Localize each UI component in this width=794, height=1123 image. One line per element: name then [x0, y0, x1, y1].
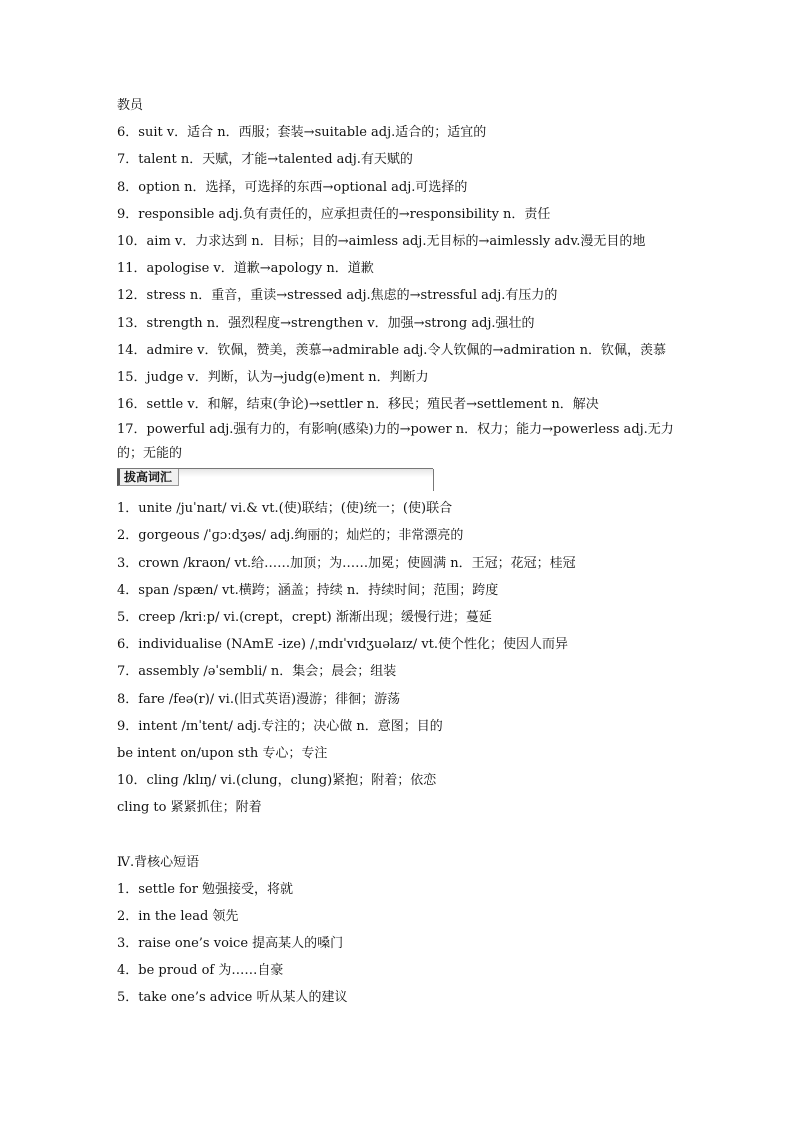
- section-header: [117, 468, 433, 489]
- text-line: 5．take one’s advice 听从某人的建议: [117, 990, 348, 1006]
- text-line: 4．span /spæn/ vt.横跨；涵盖；持续 n．持续时间；范围；跨度: [117, 582, 499, 598]
- text-line: 2．in the lead 领先: [117, 908, 239, 924]
- text-line: 4．be proud of 为……自豪: [117, 963, 284, 979]
- vocab-list-advanced: [117, 495, 697, 821]
- text-line: 10．cling /klɪŋ/ vi.(clung，clung)紧抱；附着；依恋: [117, 773, 437, 789]
- phrase-list: [117, 849, 697, 1012]
- section-bar-end: [433, 469, 434, 491]
- text-line: 1．unite /juˈnaɪt/ vi.& vt.(使)联结；(使)统一；(使)联合: [117, 501, 453, 517]
- text-line: 8．fare /feə(r)/ vi.(旧式英语)漫游；徘徊；游荡: [117, 691, 401, 707]
- text-line: 7．assembly /əˈsembli/ n．集会；晨会；组装: [117, 664, 397, 680]
- text-line: 13．strength n．强烈程度→strengthen v．加强→strong adj.强壮的: [117, 315, 535, 331]
- text-line: 教员: [117, 98, 144, 113]
- text-line: 12．stress n．重音，重读→stressed adj.焦虑的→stressful adj.有压力的: [117, 288, 558, 304]
- text-line: 7．talent n．天赋，才能→talented adj.有天赋的: [117, 152, 413, 168]
- text-line: 2．gorgeous /ˈɡɔːdʒəs/ adj.绚丽的；灿烂的；非常漂亮的: [117, 528, 464, 544]
- text-line: 6．suit v．适合 n．西服；套装→suitable adj.适合的；适宜的: [117, 125, 487, 141]
- text-line: 6．individualise (NAmE -ize) /ˌɪndɪˈvɪdʒuəlaɪz/ vt.使个性化；使因人而异: [117, 637, 569, 653]
- section-title: 拔高词汇: [117, 469, 179, 486]
- text-line: 1．settle for 勉强接受，将就: [117, 881, 294, 897]
- vocab-list-top: [117, 92, 697, 466]
- text-line: 9．responsible adj.负有责任的，应承担责任的→responsibility n．责任: [117, 206, 551, 222]
- section-heading: Ⅳ.背核心短语: [117, 854, 200, 870]
- spacer: [117, 822, 697, 849]
- text-line: 11．apologise v．道歉→apology n．道歉: [117, 261, 374, 277]
- text-line: 15．judge v．判断，认为→judg(e)ment n．判断力: [117, 369, 429, 385]
- text-line: 16．settle v．和解，结束(争论)→settler n．移民；殖民者→settlement n．解决: [117, 397, 599, 413]
- text-line: 3．crown /kraʊn/ vt.给……加顶；为……加冕；使圆满 n．王冠；花冠；桂冠: [117, 555, 576, 571]
- text-line: 9．intent /ɪnˈtent/ adj.专注的；决心做 n．意图；目的: [117, 718, 443, 734]
- text-line: cling to 紧紧抓住；附着: [117, 800, 262, 816]
- text-line: 5．creep /kriːp/ vi.(crept，crept) 渐渐出现；缓慢行进；蔓延: [117, 610, 492, 625]
- text-line: be intent on/upon sth 专心；专注: [117, 745, 328, 761]
- text-line: 8．option n．选择，可选择的东西→optional adj.可选择的: [117, 179, 468, 195]
- text-line: 14．admire v．钦佩，赞美，羡慕→admirable adj.令人钦佩的→admiration n．钦佩，羡慕: [117, 342, 666, 358]
- document-page: [117, 92, 697, 1012]
- text-line: 3．raise one’s voice 提高某人的嗓门: [117, 936, 344, 952]
- text-line: 10．aim v．力求达到 n．目标；目的→aimless adj.无目标的→aimlessly adv.漫无目的地: [117, 233, 646, 249]
- text-line: 17．powerful adj.强有力的，有影响(感染)力的→power n．权力；能力→powerless adj.无力的；无能的: [117, 422, 674, 462]
